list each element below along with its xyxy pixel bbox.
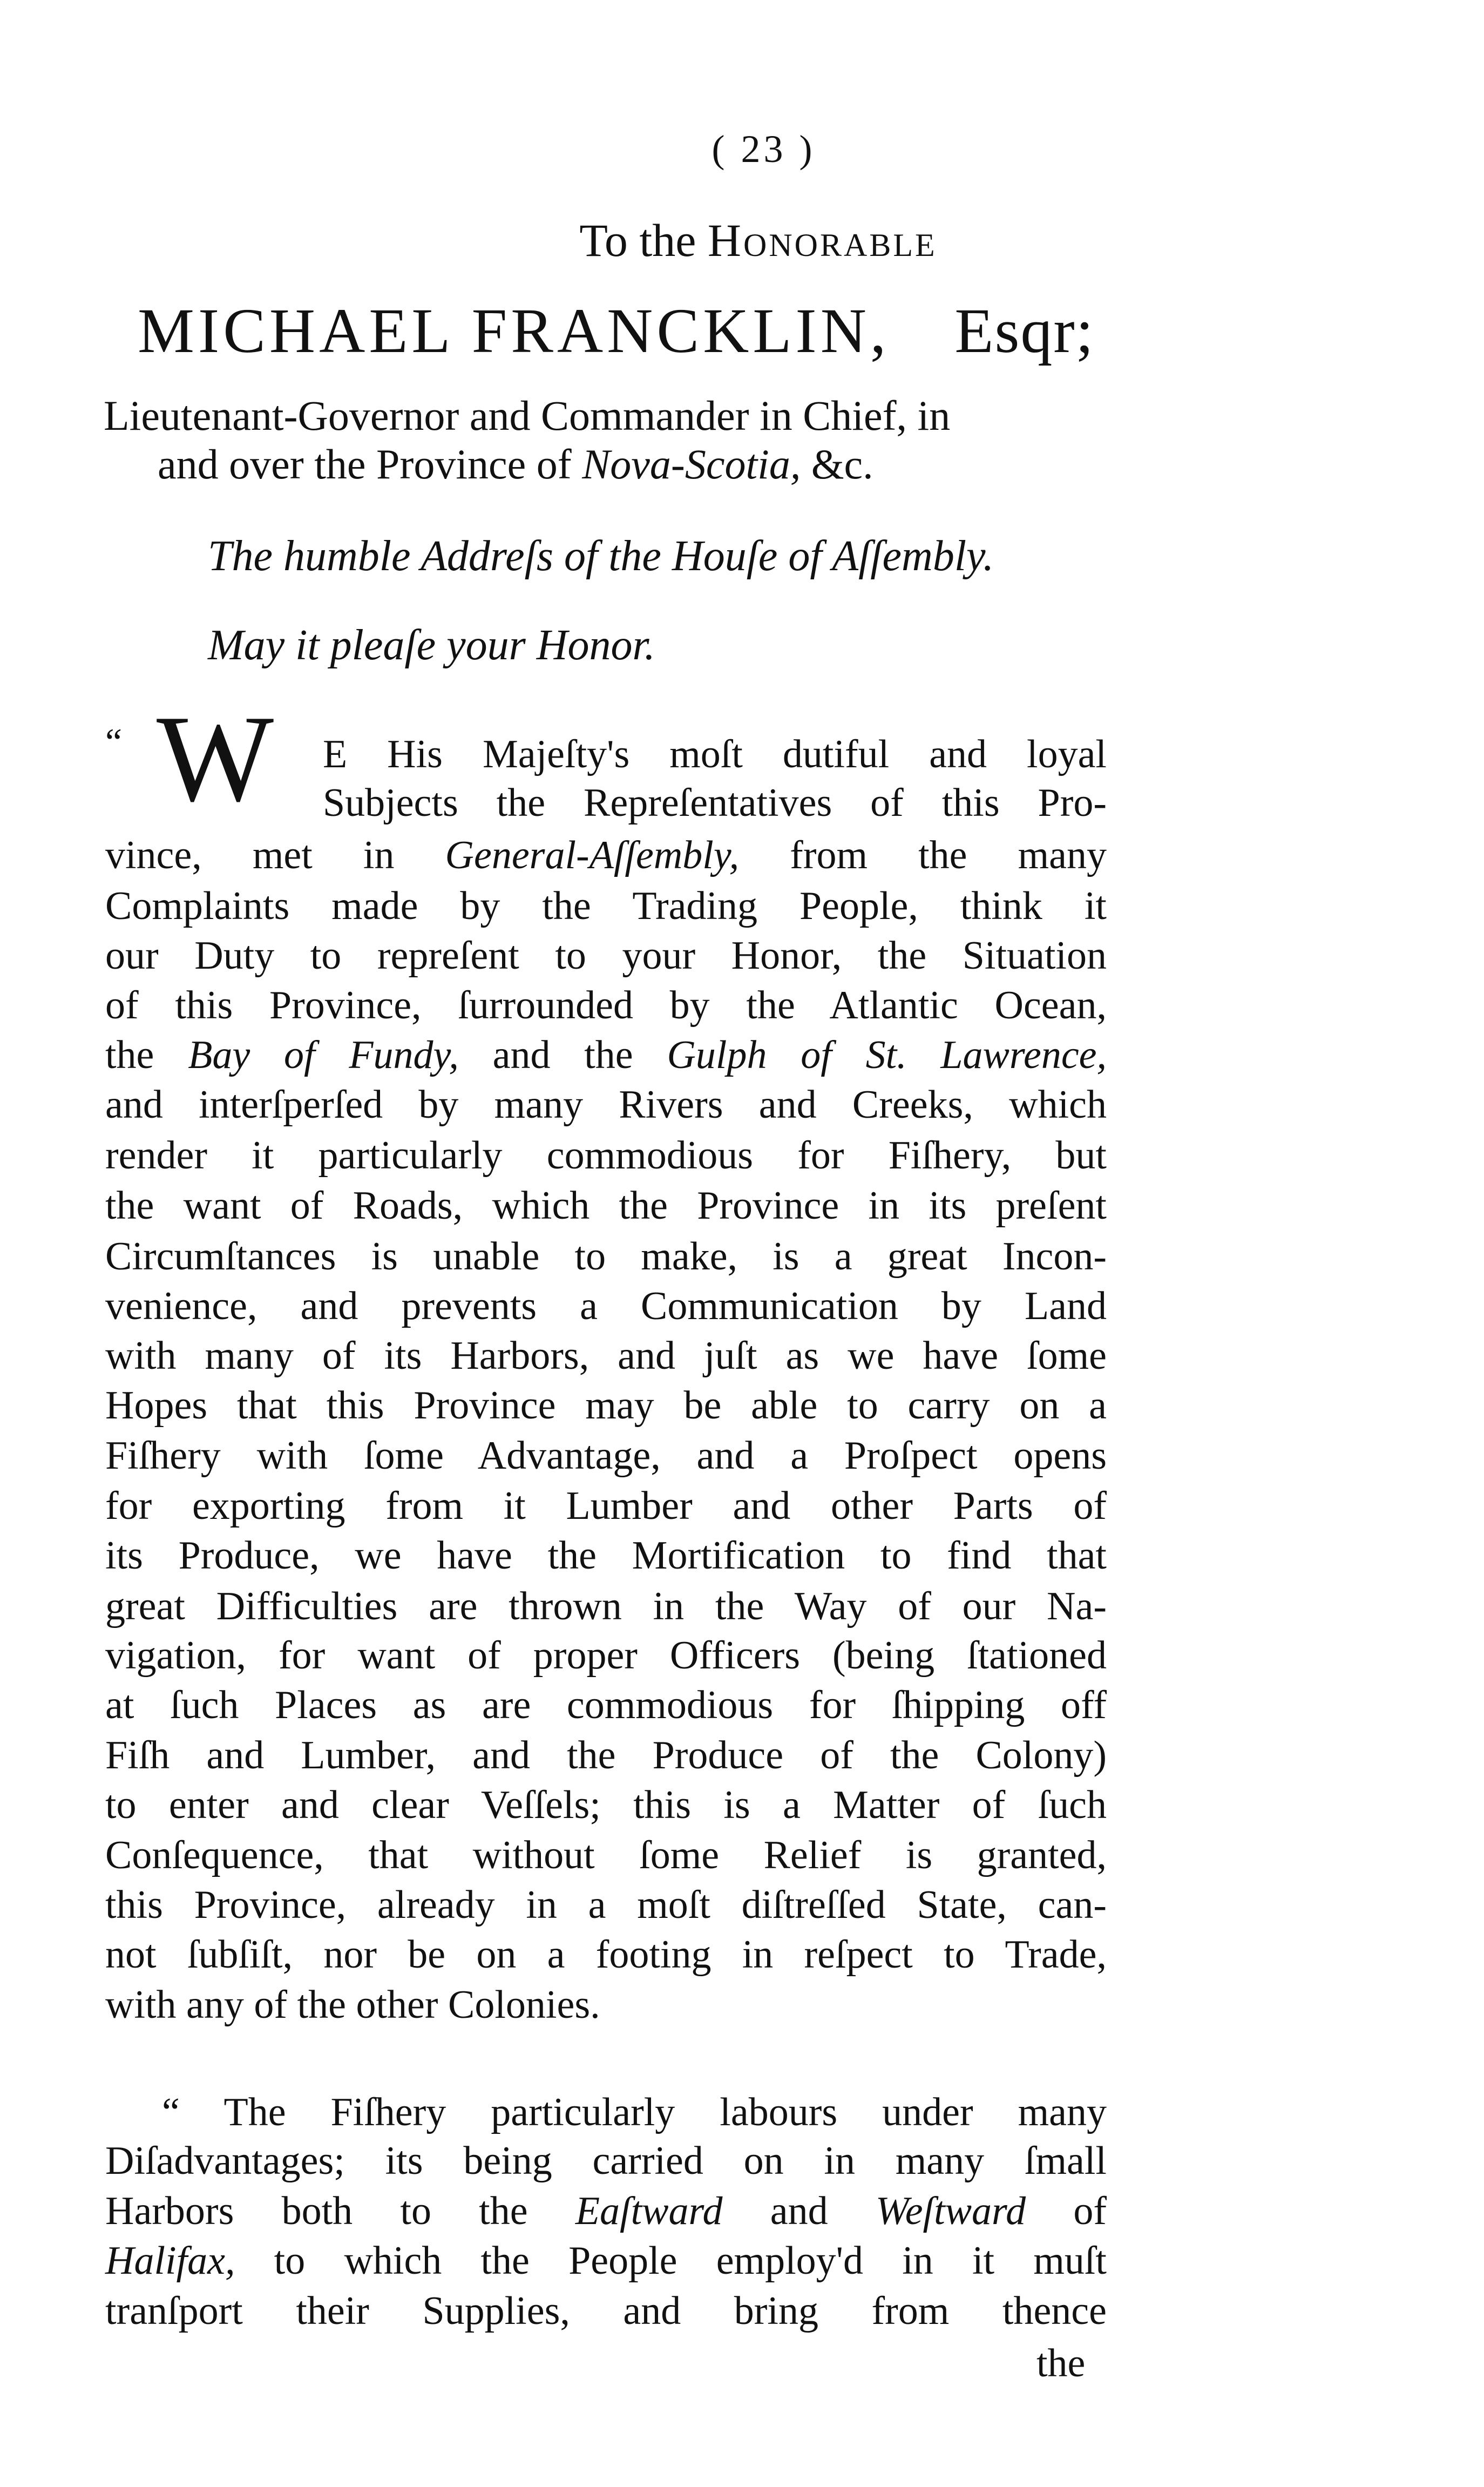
text-run: Conſequence, that without ſome Relief is granted, (105, 1833, 1107, 1877)
text-run: the want of Roads, which the Province in its preſent (105, 1184, 1107, 1228)
addressee-suffix: Esqr; (954, 295, 1095, 366)
text-run: “ The Fiſhery particularly labours under many (162, 2090, 1107, 2134)
text-run: Complaints made by the Trading People, think it (105, 884, 1107, 928)
honorific-line (0, 213, 1484, 267)
office-line-1: Lieutenant-Governor and Commander in Chief, in (104, 392, 951, 439)
text-run: of this Province, ſurrounded by the Atlantic Ocean, (105, 983, 1107, 1028)
paragraph-1-line-15 (105, 1436, 1107, 1476)
text-run: Subjects the Repreſentatives of this Pro- (323, 781, 1107, 825)
text-run: Harbors both to the (105, 2189, 575, 2233)
paragraph-1-line-20 (105, 1685, 1107, 1725)
office-line-2-italic: Nova-Scotia, (582, 441, 801, 488)
text-run: not ſubſiſt, nor be on a footing in reſpect to Trade, (105, 1932, 1107, 1977)
paragraph-1-line-22 (105, 1785, 1107, 1825)
paragraph-1-line-16 (105, 1486, 1107, 1526)
italic-text: Bay of Fundy, (188, 1033, 459, 1077)
salutation: May it pleaſe your Honor. (208, 621, 655, 669)
text-run: this Province, already in a moſt diſtreſſed State, can- (105, 1883, 1107, 1927)
text-run: Diſadvantages; its being carried on in many ſmall (105, 2139, 1107, 2183)
paragraph-1-line-26 (105, 1985, 753, 2025)
paragraph-1-line-2 (323, 783, 1107, 823)
paragraph-1-line-23 (105, 1835, 1107, 1875)
paragraph-1-line-24 (105, 1885, 1107, 1925)
italic-text: Weſtward (875, 2189, 1026, 2233)
paragraph-2-line-5 (105, 2291, 1107, 2331)
catchword: the (1036, 2341, 1086, 2385)
paragraph-1-line-6 (105, 983, 1107, 1028)
page-number: ( 23 ) (711, 127, 816, 171)
opening-quote: “ (105, 721, 123, 763)
text-run: Fiſhery with ſome Advantage, and a Proſpect opens (105, 1434, 1107, 1478)
paragraph-1-line-10 (105, 1186, 1107, 1226)
paragraph-2-line-2 (105, 2141, 1107, 2181)
honorific-title: Honorable (707, 214, 937, 266)
honorific-prefix: To the (579, 214, 696, 266)
office-line-2 (158, 440, 873, 489)
text-run: for exporting from it Lumber and other Parts of (105, 1484, 1107, 1528)
text-run: great Difficulties are thrown in the Way of our Na- (105, 1584, 1107, 1628)
text-run: of (1026, 2189, 1107, 2233)
text-run: with many of its Harbors, and juſt as we have ſome (105, 1334, 1107, 1378)
paragraph-2-line-4 (105, 2241, 1107, 2281)
text-run: venience, and prevents a Communication by Land (105, 1284, 1107, 1328)
text-run: Hopes that this Province may be able to carry on a (105, 1383, 1107, 1428)
office-line-2-start: and over the Province of (158, 441, 582, 488)
text-run: vince, met in (105, 833, 445, 877)
paragraph-1-line-8 (105, 1085, 1107, 1125)
text-run: the (105, 1033, 188, 1077)
paragraph-1-line-21 (105, 1733, 1107, 1778)
paragraph-1-line-1 (323, 734, 1107, 774)
text-run: tranſport their Supplies, and bring from thence (105, 2289, 1107, 2333)
italic-text: Halifax, (105, 2239, 235, 2283)
text-run: our Duty to repreſent to your Honor, the Situation (105, 934, 1107, 978)
text-run: from the many (739, 833, 1107, 877)
text-run: Circumſtances is unable to make, is a great Incon- (105, 1234, 1107, 1279)
paragraph-1-line-25 (105, 1932, 1107, 1977)
italic-text: Eaſtward (575, 2189, 723, 2233)
paragraph-1-line-14 (105, 1383, 1107, 1428)
italic-text: General-Aſſembly, (445, 833, 740, 877)
drop-cap: W (157, 690, 274, 827)
paragraph-1-line-12 (105, 1286, 1107, 1326)
paragraph-1-line-13 (105, 1336, 1107, 1376)
text-run: vigation, for want of proper Officers (being ſtationed (105, 1633, 1107, 1678)
address-heading: The humble Addreſs of the Houſe of Aſſembly. (208, 532, 994, 580)
text-run: at ſuch Places as are commodious for ſhipping off (105, 1683, 1107, 1727)
addressee-name-line (138, 294, 1109, 368)
text-run: Fiſh and Lumber, and the Produce of the Colony) (105, 1733, 1107, 1778)
paragraph-1-line-5 (105, 936, 1107, 976)
paragraph-1-line-7 (105, 1035, 1107, 1075)
italic-text: Gulph of St. Lawrence, (667, 1033, 1107, 1077)
text-run: and interſperſed by many Rivers and Creeks, which (105, 1083, 1107, 1127)
paragraph-1-line-19 (105, 1633, 1107, 1678)
addressee-name: MICHAEL FRANCKLIN, (138, 295, 890, 366)
text-run: render it particularly commodious for Fiſhery, but (105, 1133, 1107, 1178)
paragraph-1-line-9 (105, 1133, 1107, 1178)
text-run: E His Majeſty's moſt dutiful and loyal (323, 732, 1107, 776)
office-line-2-end: &c. (801, 441, 873, 488)
text-run: to enter and clear Veſſels; this is a Matter of ſuch (105, 1783, 1107, 1827)
paragraph-1-line-11 (105, 1234, 1107, 1279)
text-run: to which the People employ'd in it muſt (235, 2239, 1107, 2283)
paragraph-1-line-18 (105, 1586, 1107, 1626)
paragraph-1-line-3 (105, 835, 1107, 875)
paragraph-1-line-17 (105, 1533, 1107, 1578)
text-run: its Produce, we have the Mortification to find that (105, 1533, 1107, 1578)
text-run: and the (458, 1033, 667, 1077)
text-run: and (722, 2189, 876, 2233)
paragraph-1-line-4 (105, 886, 1107, 926)
text-run: with any of the other Colonies. (105, 1983, 600, 2027)
paragraph-2-line-3 (105, 2191, 1107, 2231)
paragraph-2-line-1 (162, 2092, 1107, 2132)
